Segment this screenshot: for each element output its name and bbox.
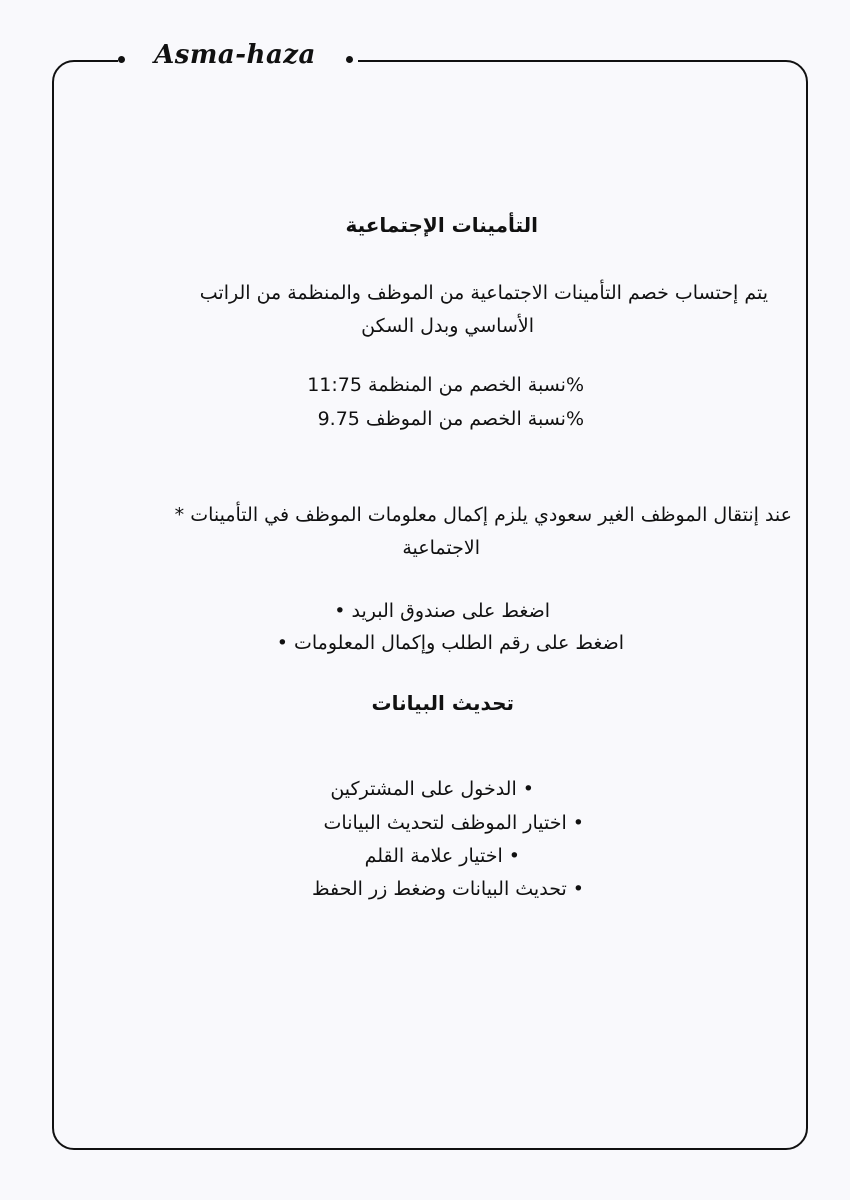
list-item: اضغط على صندوق البريد • xyxy=(334,600,550,622)
brand-dot-left xyxy=(118,56,125,63)
transfer-note-line1: عند إنتقال الموظف الغير سعودي يلزم إكمال معلومات الموظف في التأمينات * xyxy=(174,504,792,526)
data-update-heading: تحديث البيانات xyxy=(371,691,514,715)
list-item: • تحديث البيانات وضغط زر الحفظ xyxy=(311,878,584,900)
employee-deduction-rate: %نسبة الخصم من الموظف 9.75 xyxy=(317,408,584,430)
list-item: • اختيار الموظف لتحديث البيانات xyxy=(323,812,584,834)
deduction-paragraph-line2: الأساسي وبدل السكن xyxy=(361,315,534,337)
transfer-note-line2: الاجتماعية xyxy=(402,537,480,559)
list-item: • اختيار علامة القلم xyxy=(364,845,520,867)
social-insurance-heading: التأمينات الإجتماعية xyxy=(345,213,538,237)
list-item: • الدخول على المشتركين xyxy=(330,778,534,800)
org-deduction-rate: %نسبة الخصم من المنظمة 11:75 xyxy=(307,374,584,396)
list-item: اضغط على رقم الطلب وإكمال المعلومات • xyxy=(276,632,624,654)
deduction-paragraph-line1: يتم إحتساب خصم التأمينات الاجتماعية من الموظف والمنظمة من الراتب xyxy=(199,282,768,304)
brand-title: Asma-haza xyxy=(154,40,316,70)
brand-dot-right xyxy=(346,56,353,63)
